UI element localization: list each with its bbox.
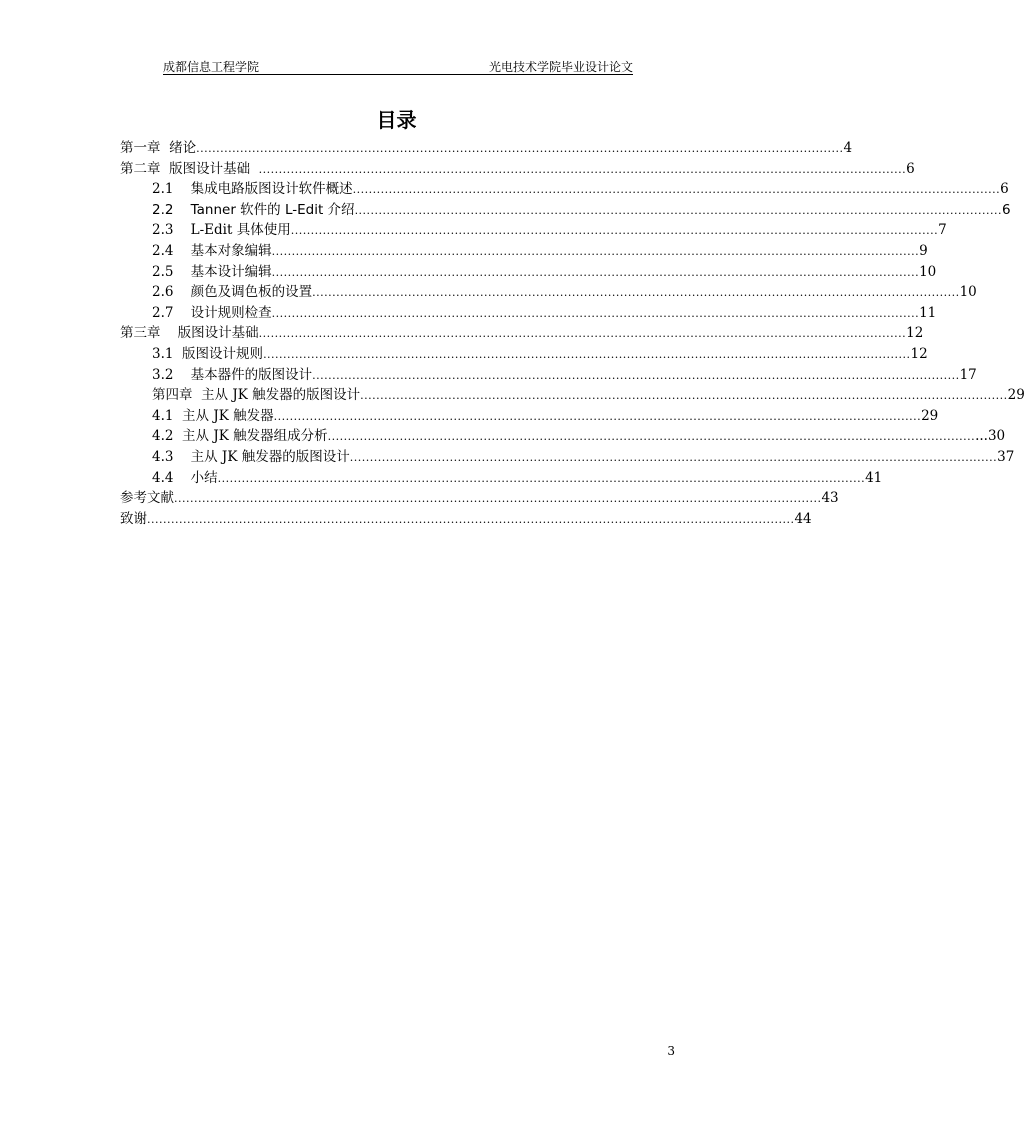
table-of-contents	[120, 138, 1025, 529]
toc-page: 17	[959, 366, 977, 383]
toc-leader: ..................................................................................................................................................................	[312, 286, 960, 300]
toc-label: 2.5 基本设计编辑	[152, 263, 272, 280]
toc-label: 2.3 L-Edit 具体使用	[152, 222, 291, 239]
toc-leader: ..................................................................................................................................................................	[354, 203, 1003, 217]
toc-entry-chapter-3[interactable]	[120, 323, 924, 344]
toc-page: 10	[959, 284, 977, 301]
toc-leader: ..................................................................................................................................................................	[196, 142, 844, 155]
toc-page: 10	[919, 263, 937, 280]
toc-page: 29	[1007, 387, 1025, 404]
toc-entry-3-1[interactable]	[120, 344, 928, 365]
toc-leader: ..................................................................................................................................................................	[271, 244, 920, 258]
toc-label: 致谢	[120, 510, 147, 527]
toc-page: 29	[921, 407, 939, 424]
toc-entry-2-4[interactable]	[120, 241, 928, 262]
toc-leader: ..................................................................................................................................................................	[312, 368, 960, 382]
toc-page: 41	[865, 469, 883, 486]
toc-page: 37	[997, 448, 1015, 465]
header-thesis-title: 光电技术学院毕业设计论文	[488, 60, 633, 74]
page-title: 目录	[376, 108, 417, 132]
toc-page: 6	[1002, 201, 1011, 218]
toc-page: 6	[906, 160, 915, 177]
toc-entry-references[interactable]	[120, 488, 839, 509]
toc-entry-4-1[interactable]	[120, 406, 939, 427]
toc-page: 4	[843, 140, 853, 156]
toc-entry-3-2[interactable]	[120, 365, 977, 386]
toc-leader: ..................................................................................................................................................................	[258, 162, 907, 176]
toc-label: 2.2 Tanner 软件的 L-Edit 介绍	[152, 201, 355, 218]
toc-label: 4.4 小结	[152, 469, 218, 486]
toc-label: 3.1 版图设计规则	[152, 345, 264, 362]
toc-leader: ..................................................................................................................................................................	[147, 512, 795, 526]
toc-entry-2-6[interactable]	[120, 282, 977, 303]
toc-entry-4-3[interactable]	[120, 447, 1015, 468]
toc-entry-4-2[interactable]	[120, 426, 1006, 447]
toc-page: 6	[1000, 181, 1009, 198]
toc-label: 2.6 颜色及调色板的设置	[152, 284, 313, 301]
toc-label: 3.2 基本器件的版图设计	[152, 366, 313, 383]
toc-label: 第一章 绪论	[120, 140, 197, 156]
toc-label: 4.3 主从 JK 触发器的版图设计	[152, 448, 350, 465]
page-number: 3	[667, 1044, 675, 1058]
toc-entry-2-1[interactable]	[120, 179, 1009, 200]
toc-leader: ..................................................................................................................................................................	[217, 471, 866, 485]
toc-entry-acknowledgements[interactable]	[120, 509, 812, 530]
toc-leader: ..................................................................................................................................................................	[349, 450, 998, 464]
toc-page: 12	[906, 325, 924, 342]
toc-entry-chapter-4[interactable]	[120, 385, 1025, 406]
toc-leader: ..................................................................................................................................................................	[273, 409, 922, 423]
page-header	[163, 56, 633, 75]
toc-entry-2-7[interactable]	[120, 303, 937, 324]
toc-leader: ..................................................................................................................................................................	[271, 306, 920, 320]
toc-entry-chapter-1[interactable]	[120, 138, 853, 159]
toc-entry-2-3[interactable]	[120, 220, 947, 241]
toc-leader: ..................................................................................................................................................................	[174, 492, 822, 506]
toc-label: 第三章 版图设计基础	[120, 325, 259, 342]
toc-leader: ..................................................................................................................................................................	[258, 327, 907, 341]
toc-leader: ..................................................................................................................................................................	[271, 265, 920, 279]
toc-label: 4.1 主从 JK 触发器	[152, 407, 274, 424]
toc-label: 第二章 版图设计基础	[120, 160, 259, 177]
toc-page: 44	[794, 510, 812, 527]
toc-page: 12	[910, 345, 928, 362]
toc-leader: ..................................................................................................................................................................	[360, 389, 1008, 403]
toc-label: 2.7 设计规则检查	[152, 304, 272, 321]
header-institution: 成都信息工程学院	[163, 60, 260, 74]
toc-label: 4.2 主从 JK 触发器组成分析	[152, 428, 328, 445]
toc-label: 第四章 主从 JK 触发器的版图设计	[152, 387, 361, 404]
toc-label: 2.1 集成电路版图设计软件概述	[152, 181, 353, 198]
toc-page: ...30	[975, 428, 1006, 445]
toc-leader: ..................................................................................................................................................................	[263, 347, 911, 361]
toc-entry-4-4[interactable]	[120, 468, 883, 489]
toc-entry-2-2[interactable]	[120, 200, 1011, 221]
toc-leader: ..................................................................................................................................................................	[352, 183, 1001, 197]
toc-leader: ..................................................................................................................................................................	[327, 430, 976, 444]
toc-leader: ..................................................................................................................................................................	[290, 224, 939, 238]
toc-page: 9	[919, 242, 928, 259]
toc-entry-chapter-2[interactable]	[120, 159, 915, 180]
toc-label: 2.4 基本对象编辑	[152, 242, 272, 259]
toc-page: 7	[938, 222, 947, 239]
toc-label: 参考文献	[120, 490, 174, 507]
toc-entry-2-5[interactable]	[120, 262, 937, 283]
toc-page: 43	[821, 490, 839, 507]
toc-page: 11	[919, 304, 937, 321]
